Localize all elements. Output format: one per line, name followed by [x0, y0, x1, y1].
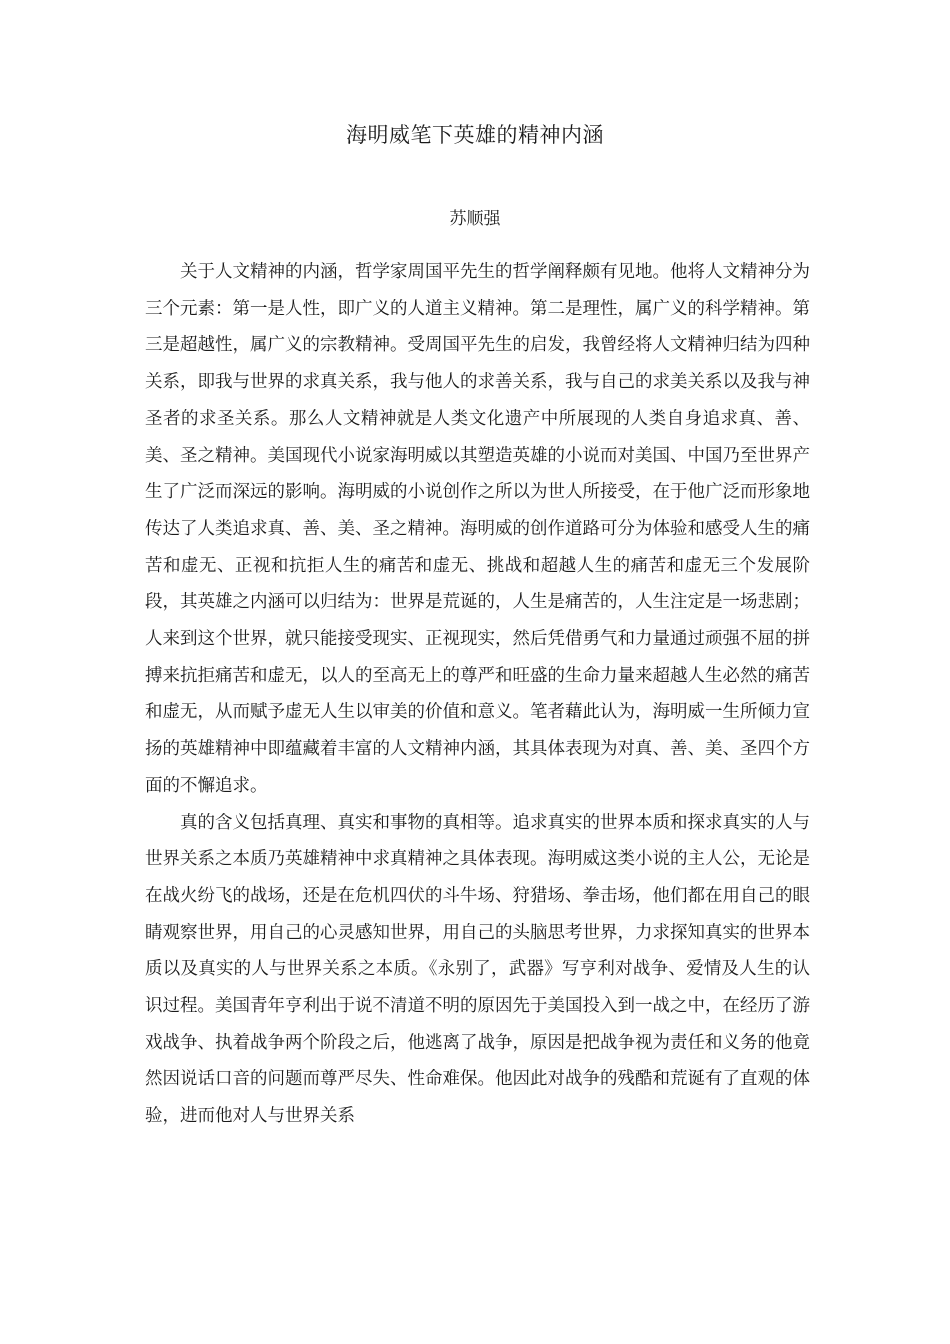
document-body: [145, 254, 810, 1135]
author-name: 苏顺强: [449, 209, 501, 229]
paragraph-2: 真的含义包括真理、真实和事物的真相等。追求真实的世界本质和探求真实的人与世界关系之本质乃英雄精神中求真精神之具体表现。海明威这类小说的主人公，无论是在战火纷飞的战场，还是在危机四伏的斗牛场、狩猎场、拳击场，他们都在用自己的眼睛观察世界，用自己的心灵感知世界，用自己的头脑思考世界，力求探知真实的世界本质以及真实的人与世界关系之本质。《永别了，武器》写亨利对战争、爱情及人生的认识过程。美国青年亨利出于说不清道不明的原因先于美国投入到一战之中，在经历了游戏战争、执着战争两个阶段之后，他逃离了战争，原因是把战争视为责任和义务的他竟然因说话口音的问题而尊严尽失、性命难保。他因此对战争的残酷和荒诞有了直观的体验，进而他对人与世界关系: [145, 812, 810, 1127]
paragraph-1: 关于人文精神的内涵，哲学家周国平先生的哲学阐释颇有见地。他将人文精神分为三个元素：第一是人性，即广义的人道主义精神。第二是理性，属广义的科学精神。第三是超越性，属广义的宗教精神。受周国平先生的启发，我曾经将人文精神归结为四种关系，即我与世界的求真关系，我与他人的求善关系，我与自己的求美关系以及我与神圣者的求圣关系。那么人文精神就是人类文化遗产中所展现的人类自身追求真、善、美、圣之精神。美国现代小说家海明威以其塑造英雄的小说而对美国、中国乃至世界产生了广泛而深远的影响。海明威的小说创作之所以为世人所接受，在于他广泛而形象地传达了人类追求真、善、美、圣之精神。海明威的创作道路可分为体验和感受人生的痛苦和虚无、正视和抗拒人生的痛苦和虚无、挑战和超越人生的痛苦和虚无三个发展阶段，其英雄之内涵可以归结为：世界是荒诞的，人生是痛苦的，人生注定是一场悲剧；人来到这个世界，就只能接受现实、正视现实，然后凭借勇气和力量通过顽强不屈的拼搏来抗拒痛苦和虚无，以人的至高无上的尊严和旺盛的生命力量来超越人生必然的痛苦和虚无，从而赋予虚无人生以审美的价值和意义。笔者藉此认为，海明威一生所倾力宣扬的英雄精神中即蕴藏着丰富的人文精神内涵，其具体表现为对真、善、美、圣四个方面的不懈追求。: [145, 262, 810, 796]
document-title: 海明威笔下英雄的精神内涵: [346, 123, 604, 147]
